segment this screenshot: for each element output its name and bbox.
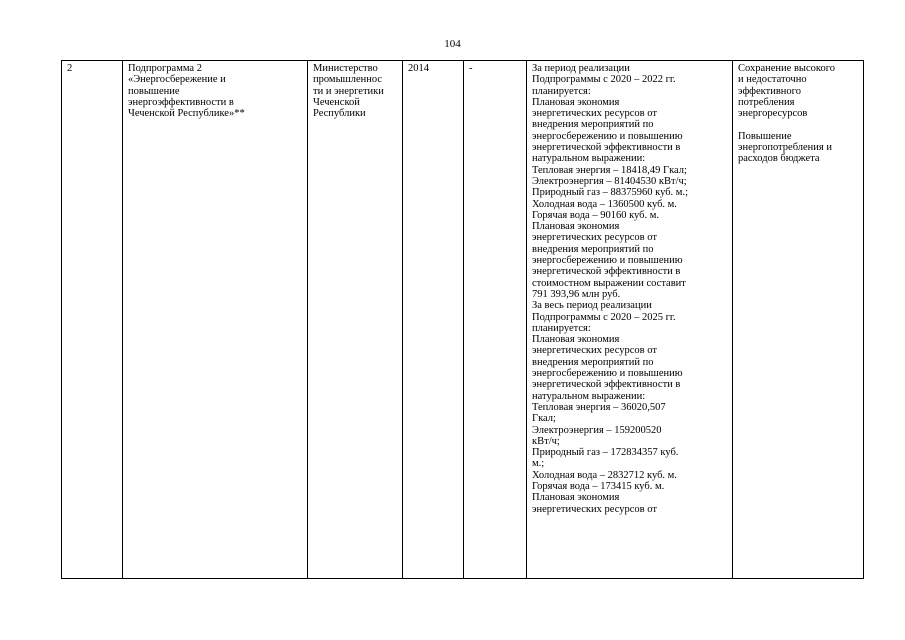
text-line: Холодная вода – 1360500 куб. м. [532, 198, 677, 210]
page-number: 104 [444, 38, 461, 50]
text-line: Горячая вода – 90160 куб. м. [532, 209, 660, 221]
table-row [62, 61, 864, 579]
text-line: энергопотребления и [738, 142, 832, 154]
text-line: энергоресурсов [738, 108, 808, 120]
text-line: натуральном выражении: [532, 153, 646, 165]
text-line: энергосбережению и повышению [532, 255, 683, 267]
text-line: ти и энергетики [313, 85, 384, 97]
text-line: планируется: [532, 85, 591, 97]
text-line: расходов бюджета [738, 153, 820, 165]
text-line: энергетических ресурсов от [532, 345, 657, 357]
text-line: Подпрограмма 2 [128, 63, 202, 74]
text-line: «Энергосбережение и [128, 74, 226, 86]
text-line: Электроэнергия – 159200520 [532, 424, 662, 436]
text-line: Подпрограммы с 2020 – 2025 гг. [532, 311, 676, 323]
text-line: Республики [313, 108, 366, 120]
result-cell [527, 61, 733, 579]
text-line: За период реализации [532, 63, 630, 74]
text-line: энергетических ресурсов от [532, 232, 657, 244]
text-line: энергосбережению и повышению [532, 368, 683, 380]
text-line: Министерство [313, 63, 378, 74]
text-line: стоимостном выражении составит [532, 277, 686, 289]
text-line: энергетической эффективности в [532, 142, 681, 154]
text-line: внедрения мероприятий по [532, 243, 654, 255]
text-line: Чеченской Республике»** [128, 108, 245, 120]
row-number-cell [62, 61, 123, 579]
text-line: энергосбережению и повышению [532, 130, 683, 142]
text-line: 791 393,96 млн руб. [532, 288, 621, 300]
text-line: Сохранение высокого [738, 63, 835, 74]
year: 2014 [408, 63, 429, 74]
text-line: внедрения мероприятий по [532, 356, 654, 368]
text-line: натуральном выражении: [532, 390, 646, 402]
text-line: Природный газ – 172834357 куб. [532, 447, 679, 459]
text-line: промышленнос [313, 74, 383, 86]
text-line: планируется: [532, 322, 591, 334]
text-line [738, 119, 858, 130]
text-line: внедрения мероприятий по [532, 119, 654, 131]
text-line: Гкал; [532, 413, 556, 425]
text-line: За весь период реализации [532, 300, 652, 312]
row-number: 2 [67, 63, 73, 74]
text-line: Тепловая энергия – 18418,49 Гкал; [532, 164, 687, 176]
text-line: эффективного [738, 85, 801, 97]
text-line: энергетических ресурсов от [532, 108, 657, 120]
text-line: кВт/ч; [532, 435, 560, 447]
text-line: Плановая экономия [532, 492, 620, 504]
text-line: повышение [128, 85, 180, 97]
text-line: Плановая экономия [532, 96, 620, 108]
text-line: Природный газ – 88375960 куб. м.; [532, 187, 688, 199]
program-table [61, 60, 864, 579]
text-line: Горячая вода – 173415 куб. м. [532, 480, 665, 492]
text-line: Тепловая энергия – 36020,507 [532, 401, 666, 413]
text-line: м.; [532, 458, 545, 470]
dash-cell [464, 61, 527, 579]
text-line: Холодная вода – 2832712 куб. м. [532, 469, 677, 481]
dash: - [469, 63, 473, 74]
text-line: Плановая экономия [532, 334, 620, 346]
text-line: Повышение [738, 130, 792, 142]
text-line: Чеченской [313, 96, 360, 108]
text-line: потребления [738, 96, 795, 108]
year-cell [403, 61, 464, 579]
subprogram-cell [123, 61, 308, 579]
text-line: Электроэнергия – 81404530 кВт/ч; [532, 175, 687, 187]
text-line: Плановая экономия [532, 221, 620, 233]
text-line: энергоэффективности в [128, 96, 234, 108]
executor-cell [308, 61, 403, 579]
text-line: энергетической эффективности в [532, 266, 681, 278]
consequences-cell [733, 61, 864, 579]
text-line: и недостаточно [738, 74, 807, 86]
text-line: Подпрограммы с 2020 – 2022 гг. [532, 74, 676, 86]
text-line: энергетической эффективности в [532, 379, 681, 391]
text-line: энергетических ресурсов от [532, 503, 657, 515]
